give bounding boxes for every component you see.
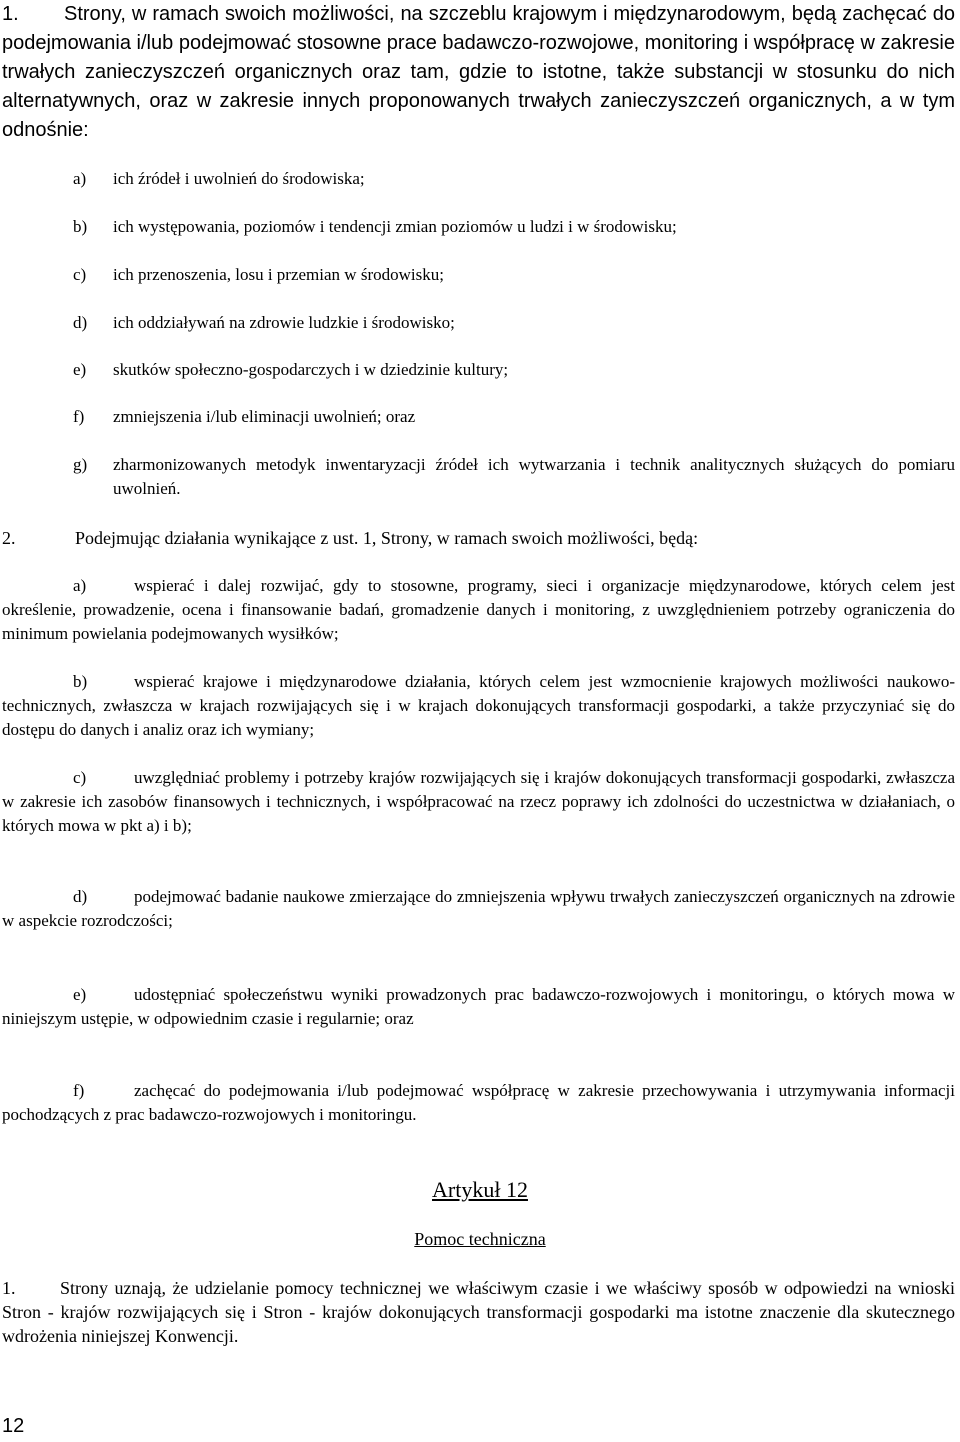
list-item-label: b) [73,217,88,236]
list-item-2e [2,983,955,1031]
list-item-label: b) [73,672,88,691]
article-paragraph-1-number: 1. [2,1278,16,1298]
list-item-1g [73,453,955,501]
list-item-text: skutków społeczno-gospodarczych i w dziedzinie kultury; [113,360,509,379]
list-item-text: ich źródeł i uwolnień do środowiska; [113,169,365,188]
paragraph-2 [2,526,955,550]
article-title: Artykuł 12 [432,1177,528,1202]
list-item-2d [2,885,955,933]
list-item-2f [2,1079,955,1127]
list-item-2c [2,766,955,838]
list-item-1b [73,215,955,239]
list-item-label: d) [73,313,88,332]
list-item-text: wspierać i dalej rozwijać, gdy to stosowne, programy, sieci i organizacje międzynarodowe, których celem jest określenie, prowadzenie, ocena i finansowanie badań, gromadzenie danych i monitoring, z uwzględnieniem potrzeby ograniczenia do minimum powielania podejmowanych wysiłków; [2,576,955,643]
list-item-text: ich oddziaływań na zdrowie ludzkie i środowisko; [113,313,455,332]
list-item-2b [2,670,955,742]
page-number: 12 [2,1415,25,1437]
list-item-1a [73,167,955,191]
list-item-label: e) [73,985,87,1004]
list-item-text: zharmonizowanych metodyk inwentaryzacji źródeł ich wytwarzania i technik analitycznych służących do pomiaru uwolnień. [113,455,955,498]
list-item-text: wspierać krajowe i międzynarodowe działania, których celem jest wzmocnienie krajowych możliwości naukowo-technicznych, zwłaszcza w krajach rozwijających się i w krajach dokonujących transformacji gospodarki, a także przyczyniać się do dostępu do danych i analiz oraz ich wymiany; [2,672,955,739]
list-item-2a [2,574,955,646]
article-paragraph-1-text: Strony uznają, że udzielanie pomocy technicznej we właściwym czasie i we właściwy sposób w odpowiedzi na wnioski Stron - krajów rozwijających się i Stron - krajów dokonujących transformacji gospodarki ma istotne znaczenie dla skutecznego wdrożenia niniejszej Konwencji. [2,1278,955,1346]
list-item-1e [73,358,955,382]
article-paragraph-1 [2,1276,955,1348]
paragraph-1-text: Strony, w ramach swoich możliwości, na szczeblu krajowym i międzynarodowym, będą zachęcać do podejmowania i/lub podejmować stosowne prace badawczo-rozwojowe, monitoring i współpracę w zakresie trwałych zanieczyszczeń organicznych oraz tam, gdzie to istotne, także substancji w stosunku do nich alternatywnych, oraz w zakresie innych proponowanych trwałych zanieczyszczeń organicznych, a w tym odnośnie: [2,3,955,141]
list-item-label: g) [73,455,88,474]
article-subtitle: Pomoc techniczna [414,1229,546,1249]
list-item-text: zachęcać do podejmowania i/lub podejmować współpracę w zakresie przechowywania i utrzymywania informacji pochodzących z prac badawczo-rozwojowych i monitoringu. [2,1081,955,1124]
paragraph-1 [2,0,955,145]
paragraph-1-number: 1. [2,3,19,25]
paragraph-2-number: 2. [2,528,16,548]
list-item-label: f) [73,1081,85,1100]
list-item-text: udostępniać społeczeństwu wyniki prowadzonych prac badawczo-rozwojowych i monitoringu, o których mowa w niniejszym ustępie, w odpowiednim czasie i regularnie; oraz [2,985,955,1028]
list-item-text: uwzględniać problemy i potrzeby krajów rozwijających się i krajów dokonujących transformacji gospodarki, zwłaszcza w zakresie ich zasobów finansowych i technicznych, i współpracować na rzecz poprawy ich zdolności do uczestnictwa w działaniach, o których mowa w pkt a) i b); [2,768,955,835]
list-item-text: zmniejszenia i/lub eliminacji uwolnień; oraz [113,407,416,426]
list-item-label: d) [73,887,88,906]
list-item-1f [73,405,955,429]
list-item-label: f) [73,407,85,426]
list-item-label: a) [73,169,87,188]
list-item-1c [73,263,955,287]
list-item-1d [73,311,955,335]
list-item-label: e) [73,360,87,379]
paragraph-2-text: Podejmując działania wynikające z ust. 1, Strony, w ramach swoich możliwości, będą: [75,528,699,548]
list-item-label: c) [73,265,87,284]
list-item-text: ich występowania, poziomów i tendencji zmian poziomów u ludzi i w środowisku; [113,217,677,236]
list-item-text: ich przenoszenia, losu i przemian w środowisku; [113,265,444,284]
list-item-text: podejmować badanie naukowe zmierzające do zmniejszenia wpływu trwałych zanieczyszczeń organicznych na zdrowie w aspekcie rozrodczości; [2,887,955,930]
list-item-label: c) [73,768,87,787]
list-item-label: a) [73,576,87,595]
